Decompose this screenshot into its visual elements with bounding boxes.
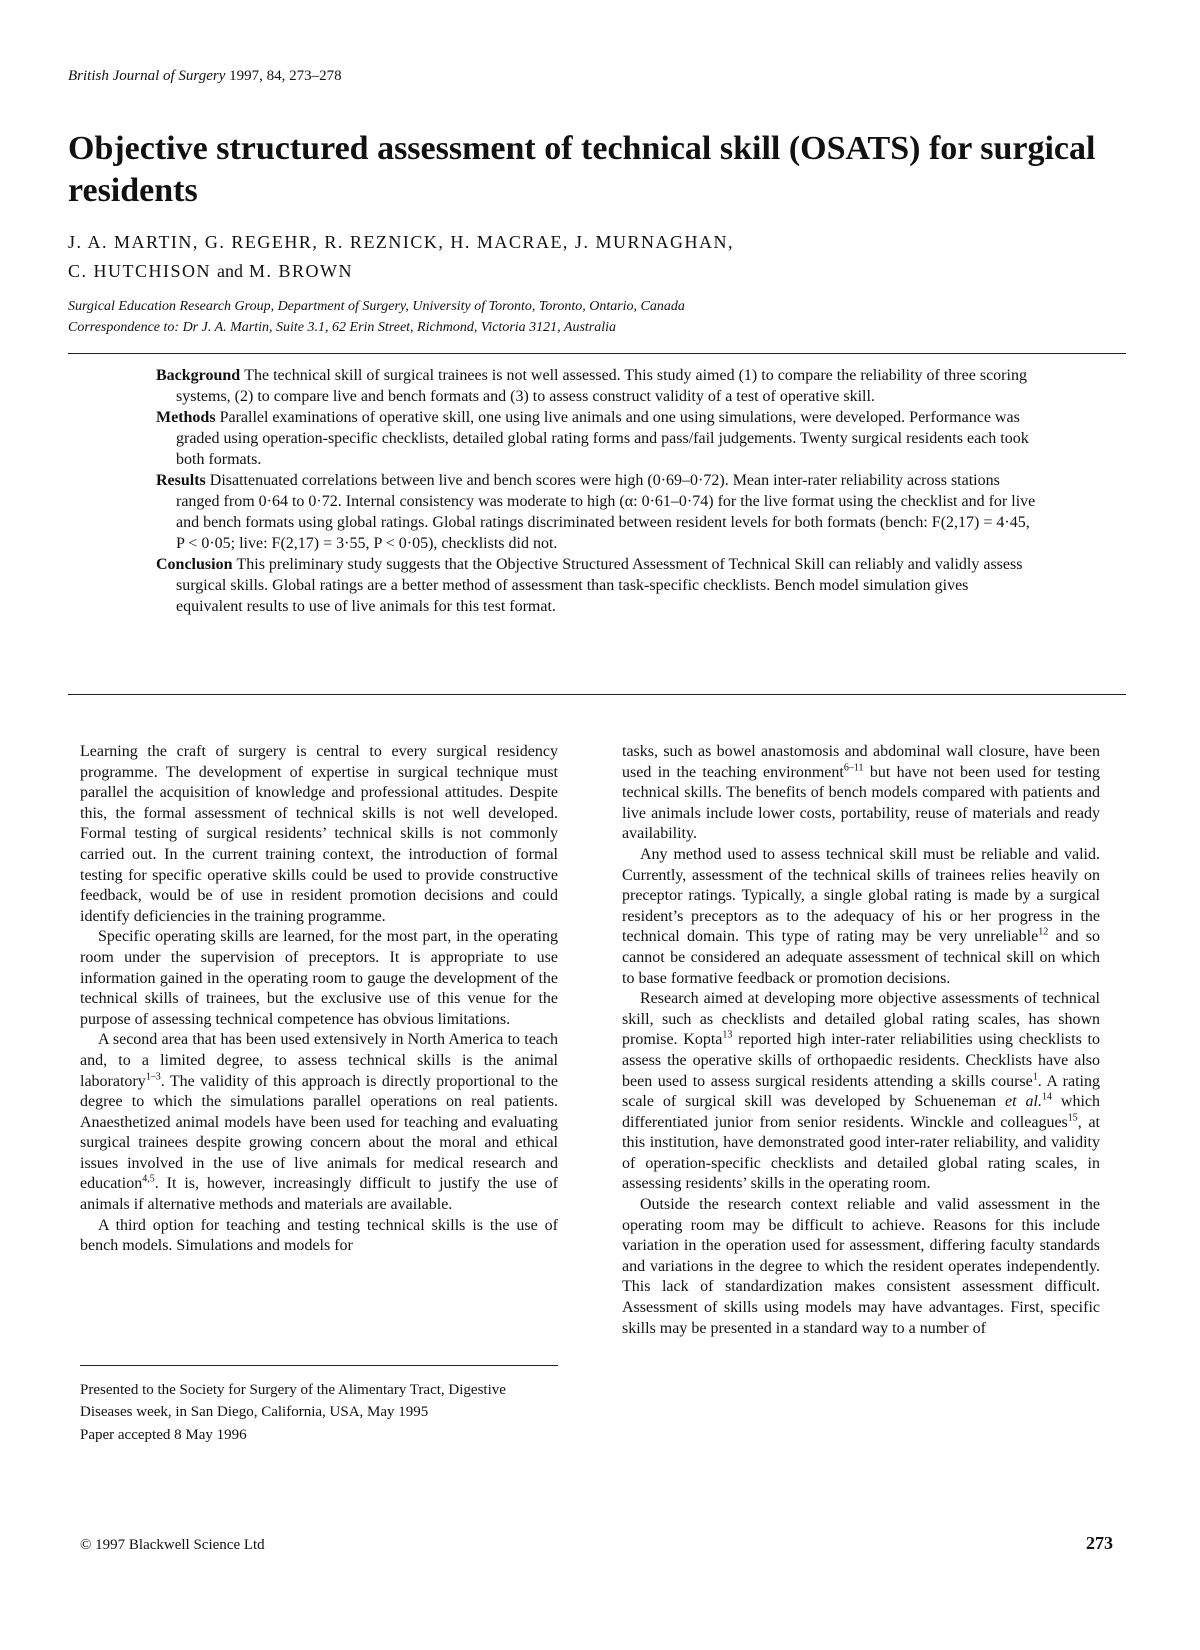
copyright: © 1997 Blackwell Science Ltd [80, 1537, 265, 1553]
abstract-conclusion [156, 554, 1036, 617]
paragraph: A third option for teaching and testing technical skills is the use of bench models. Simulations and models for [80, 1216, 558, 1255]
citation-ref: 1 [1032, 1071, 1038, 1083]
abstract-heading: Results [156, 472, 206, 489]
page-number: 273 [1086, 1533, 1113, 1553]
text-run: . It is, however, increasingly difficult to justify the use of animals if alternative methods and materials are available. [80, 1175, 558, 1214]
text-run: , at this institution, have demonstrated good inter-rater reliability, and validity of operation-specific checklists and detailed global rating scales, in assessing residents’ skills in the operating room. [622, 1113, 1100, 1193]
correspondence: Correspondence to: Dr J. A. Martin, Suite 3.1, 62 Erin Street, Richmond, Victoria 3121, Australia [68, 320, 617, 335]
text-run: tasks, such as bowel anastomosis and abdominal wall closure, have been used in the teaching environment [622, 743, 1100, 781]
affiliation-block [68, 296, 685, 338]
journal-citation: 1997, 84, 273–278 [229, 68, 342, 84]
footnote-accepted: Paper accepted 8 May 1996 [80, 1427, 247, 1443]
paragraph: Outside the research context reliable and valid assessment in the operating room may be difficult to achieve. Reasons for this include variation in the operation used for assessment, differing faculty standards and variations in the degree to which the resident operates independently. This lack of standardization makes consistent assessment difficult. Assessment of skills using models may have advantages. First, specific skills may be presented in a standard way to a number of [622, 1196, 1100, 1337]
text-run: A second area that has been used extensively in North America to teach and, to a limited degree, to assess technical skills is the animal laboratory [80, 1031, 558, 1090]
citation-ref: 4,5 [142, 1174, 155, 1186]
paragraph [622, 845, 1100, 989]
abstract-methods [156, 407, 1036, 470]
body-column-right [622, 742, 1100, 1339]
abstract-heading: Conclusion [156, 556, 233, 573]
abstract-bottom-rule [68, 694, 1126, 695]
paragraph [80, 1030, 558, 1215]
citation-ref: 13 [722, 1029, 733, 1041]
running-head [68, 68, 342, 85]
author-list [68, 228, 734, 286]
text-run: and so cannot be considered an adequate assessment of technical skill on which to base formative feedback or promotion decisions. [622, 928, 1101, 987]
author-last: M. BROWN [249, 261, 354, 281]
author-line-2 [68, 257, 734, 286]
text-run: . A rating scale of surgical skill was developed by Schueneman [622, 1072, 1101, 1111]
abstract-text: Parallel examinations of operative skill, one using live animals and one using simulations, were developed. Performance was graded using operation-specific checklists, detailed global rating forms and pass/fail judgements. Twenty surgical residents each took both formats. [176, 409, 1029, 468]
paragraph [622, 742, 1100, 845]
footnotes [80, 1380, 558, 1449]
text-run: Any method used to assess technical skill must be reliable and valid. Currently, assessment of the technical skills of trainees relies heavily on preceptor ratings. Typically, a single global rating is made by a surgical resident’s preceptors as to the adequacy of his or her progress in the technical domain. This type of rating may be very unreliable [622, 845, 1100, 946]
text-run: which differentiated junior from senior residents. Winckle and colleagues [622, 1093, 1100, 1131]
text-run: Research aimed at developing more objective assessments of technical skill, such as checklists and detailed global rating scales, has shown promise. Kopta [622, 990, 1100, 1049]
text-run: reported high inter-rater reliabilities using checklists to assess the operative skills of orthopaedic residents. Checklists have also been used to assess surgical residents attending a skills course [622, 1031, 1100, 1090]
journal-name: British Journal of Surgery [68, 68, 226, 84]
citation-ref: 12 [1038, 927, 1049, 939]
text-run: but have not been used for testing technical skills. The benefits of bench models compared with patients and live animals include lower costs, portability, reuse of materials and ready availability. [622, 763, 1100, 843]
abstract-top-rule [68, 353, 1126, 354]
et-al: et al. [1005, 1093, 1042, 1111]
footnote-presented: Presented to the Society for Surgery of the Alimentary Tract, Digestive Diseases week, in San Diego, California, USA, May 1995 [80, 1382, 506, 1420]
paragraph: Learning the craft of surgery is central to every surgical residency programme. The development of expertise in surgical technique must parallel the acquisition of knowledge and professional attitudes. Despite this, the formal assessment of technical skills is not well developed. Formal testing of surgical residents’ technical skills is not commonly carried out. In the current training context, the introduction of formal testing for specific operative skills could be used to provide constructive feedback, would be of use in resident promotion decisions and could identify deficiencies in the training programme. [80, 743, 558, 925]
abstract-results [156, 470, 1036, 554]
author-and: and [217, 261, 244, 281]
citation-ref: 14 [1041, 1091, 1052, 1103]
paragraph [622, 989, 1100, 1195]
author-names: C. HUTCHISON [68, 261, 212, 281]
abstract-text: Disattenuated correlations between live and bench scores were high (0·69–0·72). Mean inter-rater reliability across stations ranged from 0·64 to 0·72. Internal consistency was moderate to high (α: 0·61–0·74) for the live format using the checklist and for live and bench formats using global ratings. Global ratings discriminated between resident levels for both formats (bench: F(2,17) = 4·45, P < 0·05; live: F(2,17) = 3·55, P < 0·05), checklists did not. [176, 472, 1036, 552]
paragraph: Specific operating skills are learned, for the most part, in the operating room under the supervision of preceptors. It is appropriate to use information gained in the operating room to gauge the development of the technical skills of trainees, but the exclusive use of this venue for the purpose of assessing technical competence has obvious limitations. [80, 928, 558, 1028]
text-run: . The validity of this approach is directly proportional to the degree to which the simulations parallel operations on real patients. Anaesthetized animal models have been used for teaching and evaluating surgical trainees despite growing concern about the moral and ethical issues involved in the use of live animals for medical research and education [80, 1072, 558, 1193]
abstract-text: The technical skill of surgical trainees is not well assessed. This study aimed (1) to compare the reliability of three scoring systems, (2) to compare live and bench formats and (3) to assess construct validity of a test of operative skill. [176, 367, 1027, 405]
affiliation: Surgical Education Research Group, Department of Surgery, University of Toronto, Toronto, Ontario, Canada [68, 299, 685, 314]
abstract-heading: Background [156, 367, 241, 384]
body-column-left [80, 742, 558, 1257]
citation-ref: 1–3 [145, 1071, 161, 1083]
citation-ref: 6–11 [843, 762, 864, 774]
abstract-background [156, 365, 1036, 407]
abstract-text: This preliminary study suggests that the Objective Structured Assessment of Technical Skill can reliably and validly assess surgical skills. Global ratings are a better method of assessment than task-specific checklists. Bench model simulation gives equivalent results to use of live animals for this test format. [176, 556, 1023, 615]
article-title: Objective structured assessment of technical skill (OSATS) for surgical residents [68, 130, 1096, 209]
abstract-heading: Methods [156, 409, 216, 426]
author-line-1: J. A. MARTIN, G. REGEHR, R. REZNICK, H. MACRAE, J. MURNAGHAN, [68, 232, 734, 252]
footnote-rule [80, 1365, 558, 1366]
abstract [156, 365, 1036, 617]
citation-ref: 15 [1067, 1112, 1078, 1124]
